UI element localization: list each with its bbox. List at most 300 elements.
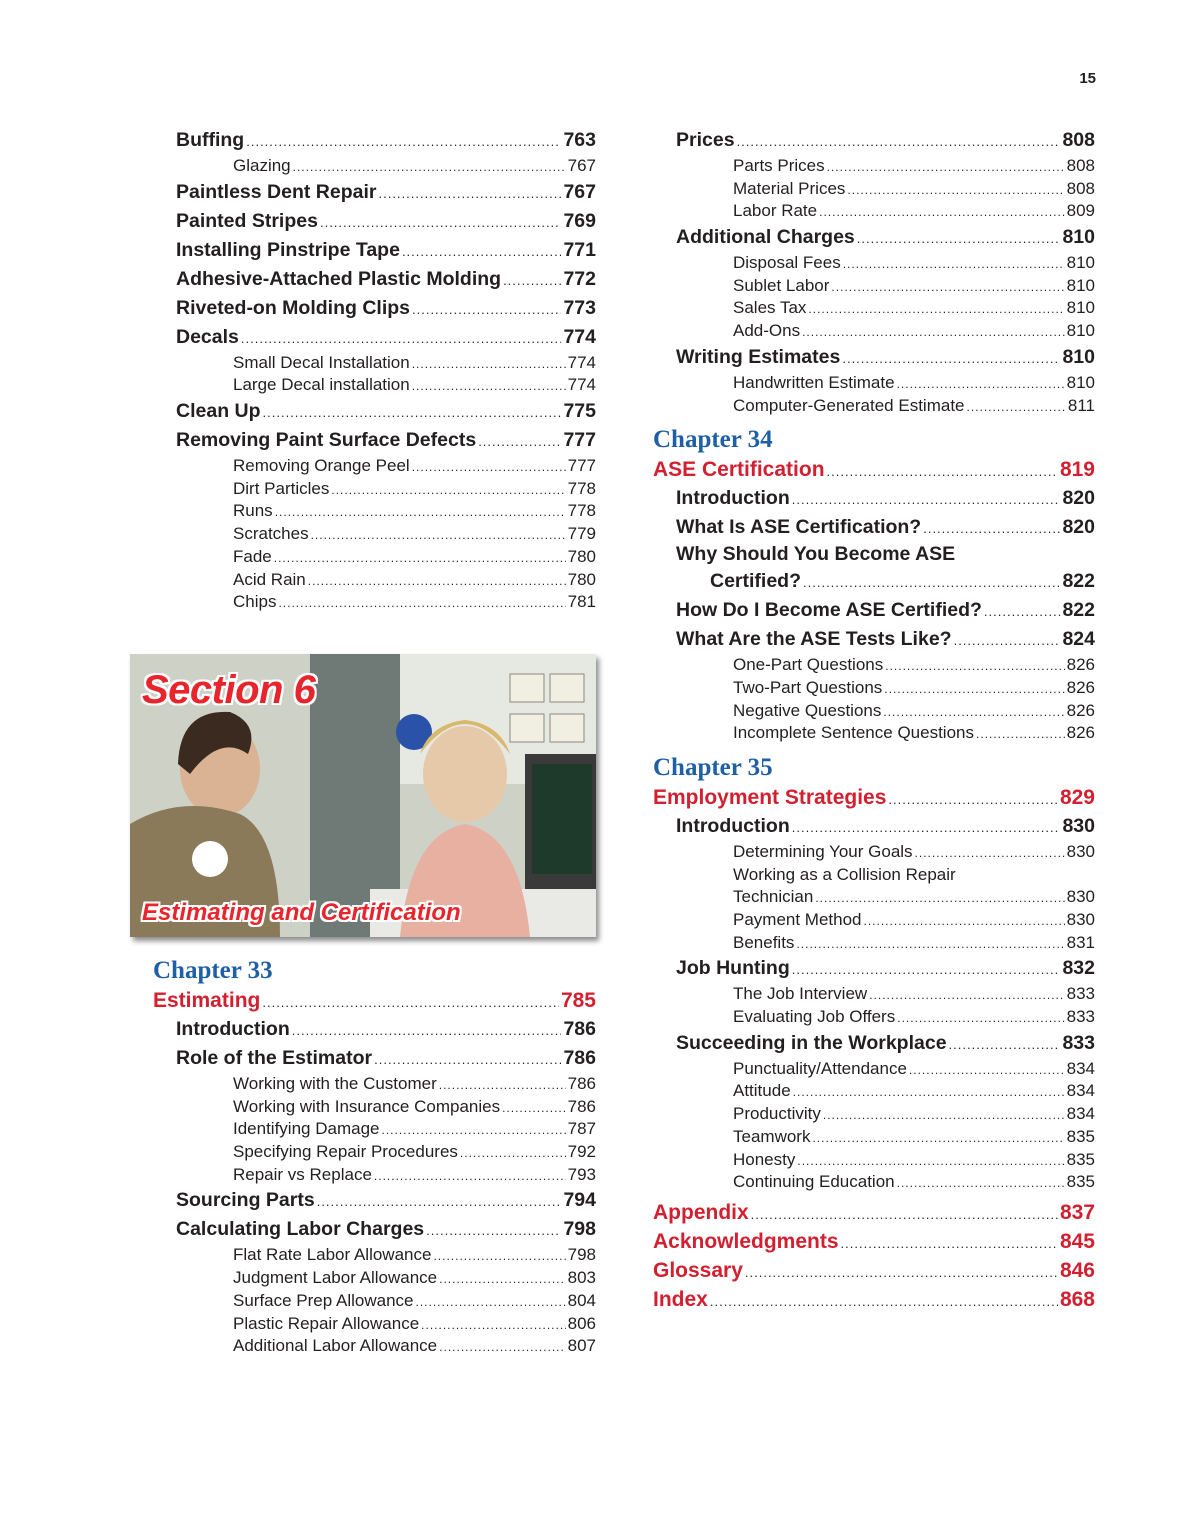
dot-leader xyxy=(317,1186,562,1216)
entry-page: 830 xyxy=(1066,887,1095,907)
entry-page: 785 xyxy=(560,989,596,1012)
dot-leader xyxy=(402,236,562,266)
entry-page: 834 xyxy=(1066,1081,1095,1101)
dot-leader xyxy=(426,1215,561,1245)
toc-subentry[interactable] xyxy=(676,320,1095,343)
dot-leader xyxy=(246,126,561,156)
toc-subentry[interactable] xyxy=(176,523,596,546)
entry-title: Specifying Repair Procedures xyxy=(233,1142,458,1162)
dot-leader xyxy=(308,569,566,593)
entry-page: 807 xyxy=(567,1336,596,1356)
entry-title: Role of the Estimator xyxy=(176,1047,373,1069)
entry-title: Incomplete Sentence Questions xyxy=(733,723,974,743)
toc-back-matter-entry[interactable] xyxy=(653,1198,1095,1227)
entry-page: 775 xyxy=(563,400,596,423)
entry-title: Plastic Repair Allowance xyxy=(233,1313,420,1333)
toc-subentry[interactable] xyxy=(676,155,1095,178)
entry-page: 786 xyxy=(563,1047,596,1069)
dot-leader xyxy=(751,1198,1058,1229)
entry-page: 835 xyxy=(1066,1149,1095,1169)
entry-title: Installing Pinstripe Tape xyxy=(176,238,400,261)
entry-title: Fade xyxy=(233,546,272,566)
entry-title: Teamwork xyxy=(733,1126,811,1146)
entry-page: 786 xyxy=(563,1018,596,1040)
dot-leader xyxy=(884,677,1064,701)
toc-subentry[interactable] xyxy=(676,1080,1095,1103)
toc-subentry[interactable] xyxy=(676,700,1095,723)
entry-title: Two-Part Questions xyxy=(733,677,883,697)
toc-subentry[interactable] xyxy=(676,841,1095,864)
entry-page: 810 xyxy=(1062,345,1095,368)
entry-page: 810 xyxy=(1066,372,1095,392)
entry-title: Punctuality/Attendance xyxy=(733,1058,907,1078)
entry-title: Material Prices xyxy=(733,178,846,198)
entry-title: Negative Questions xyxy=(733,700,882,720)
toc-subentry[interactable] xyxy=(676,1103,1095,1126)
entry-page: 826 xyxy=(1066,677,1095,697)
dot-leader xyxy=(923,513,1060,543)
toc-subentry[interactable] xyxy=(676,200,1095,223)
entry-title: What Is ASE Certification? xyxy=(676,516,922,539)
entry-page: 808 xyxy=(1066,178,1095,198)
dot-leader xyxy=(421,1313,565,1337)
entry-title: Appendix xyxy=(653,1200,749,1224)
entry-title: Riveted-on Molding Clips xyxy=(176,296,410,319)
toc-subentry[interactable] xyxy=(176,591,596,614)
toc-subentry[interactable] xyxy=(176,1244,596,1267)
entry-title: Disposal Fees xyxy=(733,253,841,273)
entry-title: Honesty xyxy=(733,1149,796,1169)
dot-leader xyxy=(263,397,562,427)
toc-entry[interactable] xyxy=(176,1044,596,1073)
toc-subentry[interactable] xyxy=(676,983,1095,1006)
toc-subentry[interactable] xyxy=(676,1171,1095,1194)
wrapped-entry-group xyxy=(653,864,1095,909)
entry-page: 777 xyxy=(567,456,596,476)
toc-entry[interactable] xyxy=(176,1015,596,1044)
entry-title: Paintless Dent Repair xyxy=(176,180,377,203)
entry-page: 804 xyxy=(567,1290,596,1310)
entry-title: Introduction xyxy=(176,1018,290,1040)
entry-page: 787 xyxy=(567,1119,596,1139)
toc-entry[interactable] xyxy=(176,294,596,323)
dot-leader xyxy=(412,455,566,479)
toc-subentry[interactable] xyxy=(676,252,1095,275)
toc-back-matter-entry[interactable] xyxy=(653,1256,1095,1285)
toc-entry[interactable] xyxy=(676,513,1095,542)
chapter-heading: Chapter 34 xyxy=(653,426,773,454)
entry-title: Technician xyxy=(733,887,814,907)
toc-subentry[interactable] xyxy=(176,1164,596,1187)
toc-subentry[interactable] xyxy=(676,275,1095,298)
entry-page: 779 xyxy=(567,524,596,544)
entry-page: 832 xyxy=(1062,957,1095,980)
entry-title: Attitude xyxy=(733,1081,791,1101)
dot-leader xyxy=(954,625,1061,655)
entry-title: Acid Rain xyxy=(233,569,306,589)
entry-page: 831 xyxy=(1066,932,1095,952)
entry-page: 809 xyxy=(1066,201,1095,221)
entry-page: 773 xyxy=(563,296,596,319)
toc-chapter-title[interactable] xyxy=(653,783,1095,812)
toc-chapter-33 xyxy=(153,956,596,1358)
entry-title: Clean Up xyxy=(176,400,261,423)
entry-page: 830 xyxy=(1066,910,1095,929)
entry-title: Employment Strategies xyxy=(653,785,887,809)
toc-subentry[interactable] xyxy=(176,1267,596,1290)
entry-page: 833 xyxy=(1066,1007,1095,1027)
dot-leader xyxy=(949,1029,1061,1059)
entry-page: 837 xyxy=(1059,1200,1095,1224)
toc-subentry[interactable] xyxy=(676,677,1095,700)
dot-leader xyxy=(241,323,562,353)
chapter-34-entries-b xyxy=(653,596,1095,745)
entry-title: Acknowledgments xyxy=(653,1229,839,1253)
dot-leader xyxy=(864,909,1065,933)
entry-title: Payment Method xyxy=(733,910,862,929)
dot-leader xyxy=(745,1256,1058,1287)
entry-title: Judgment Labor Allowance xyxy=(233,1268,438,1288)
toc-subentry[interactable] xyxy=(176,352,596,375)
dot-leader xyxy=(827,455,1058,486)
toc-entry[interactable] xyxy=(176,1215,596,1244)
dot-leader xyxy=(292,1015,562,1045)
entry-page: 808 xyxy=(1062,129,1095,151)
entry-title: Runs xyxy=(233,501,273,521)
entry-title: Handwritten Estimate xyxy=(733,372,895,392)
toc-entry-wrapped[interactable]: Why Should You Become ASE xyxy=(676,543,956,566)
dot-leader xyxy=(737,126,1061,156)
chapter-heading: Chapter 35 xyxy=(653,753,773,781)
dot-leader xyxy=(320,207,561,237)
right-top-entries xyxy=(653,126,1095,417)
toc-subentry[interactable] xyxy=(176,1096,596,1119)
toc-entry-wrapped-cont[interactable] xyxy=(676,886,1095,909)
entry-page: 786 xyxy=(567,1074,596,1093)
toc-subentry[interactable] xyxy=(176,500,596,523)
dot-leader xyxy=(503,265,561,295)
toc-entry[interactable] xyxy=(676,625,1095,654)
entry-title: Evaluating Job Offers xyxy=(733,1007,896,1027)
entry-page: 820 xyxy=(1062,487,1095,510)
entry-page: 822 xyxy=(1062,599,1095,622)
toc-entry-wrapped[interactable]: Working as a Collision Repair xyxy=(733,864,956,884)
entry-title: Determining Your Goals xyxy=(733,841,913,861)
entry-title: Productivity xyxy=(733,1104,821,1124)
toc-subentry[interactable] xyxy=(176,1335,596,1358)
dot-leader xyxy=(274,546,566,570)
entry-title: How Do I Become ASE Certified? xyxy=(676,599,982,622)
dot-leader xyxy=(909,1058,1065,1082)
entry-title: Computer-Generated Estimate xyxy=(733,395,965,415)
dot-leader xyxy=(976,722,1065,746)
toc-subentry[interactable] xyxy=(676,372,1095,395)
dot-leader xyxy=(803,567,1060,597)
toc-entry[interactable] xyxy=(676,343,1095,372)
toc-subentry[interactable] xyxy=(676,722,1095,745)
toc-subentry[interactable] xyxy=(676,178,1095,201)
dot-leader xyxy=(792,954,1061,984)
entry-page: 806 xyxy=(567,1313,596,1333)
entry-page: 835 xyxy=(1066,1126,1095,1146)
dot-leader xyxy=(374,1044,561,1074)
chapter-heading: Chapter 33 xyxy=(153,957,273,984)
toc-subentry[interactable] xyxy=(176,1141,596,1164)
entry-title: Benefits xyxy=(733,932,795,952)
dot-leader xyxy=(797,1149,1064,1173)
dot-leader xyxy=(897,372,1065,396)
entry-title: Index xyxy=(653,1287,708,1311)
toc-entry[interactable] xyxy=(676,954,1095,983)
section-subtitle: Estimating and Certification xyxy=(142,899,461,926)
section-title: Section 6 xyxy=(142,668,316,712)
dot-leader xyxy=(802,320,1065,344)
toc-subentry[interactable] xyxy=(676,297,1095,320)
toc-subentry[interactable] xyxy=(176,546,596,569)
back-matter-entries xyxy=(653,1198,1095,1314)
toc-entry[interactable] xyxy=(676,126,1095,155)
entry-title: The Job Interview xyxy=(733,984,868,1004)
toc-subentry[interactable] xyxy=(676,395,1095,418)
toc-back-matter-entry[interactable] xyxy=(653,1285,1095,1314)
dot-leader xyxy=(262,986,559,1017)
entry-page: 810 xyxy=(1066,275,1095,295)
chapter-33-entries xyxy=(153,1015,596,1358)
entry-page: 774 xyxy=(567,352,596,372)
dot-leader xyxy=(331,478,565,502)
entry-page: 778 xyxy=(567,478,596,498)
dot-leader xyxy=(831,275,1064,299)
toc-entry-wrapped-cont[interactable] xyxy=(653,567,1095,596)
entry-title: Sales Tax xyxy=(733,298,807,318)
entry-page: 774 xyxy=(563,325,596,348)
toc-subentry[interactable] xyxy=(176,1290,596,1313)
entry-title: Parts Prices xyxy=(733,156,825,175)
entry-page: 803 xyxy=(567,1268,596,1288)
toc-entry[interactable] xyxy=(676,1029,1095,1058)
dot-leader xyxy=(842,343,1060,373)
entry-title: Working with Insurance Companies xyxy=(233,1096,501,1116)
entry-page: 798 xyxy=(567,1245,596,1265)
dot-leader xyxy=(412,352,566,376)
toc-entry[interactable] xyxy=(176,178,596,207)
entry-title: Introduction xyxy=(676,487,790,510)
dot-leader xyxy=(416,1290,566,1314)
dot-leader xyxy=(792,812,1061,842)
entry-title: Prices xyxy=(676,129,735,151)
entry-title: Writing Estimates xyxy=(676,345,841,368)
entry-page: 781 xyxy=(567,592,596,612)
dot-leader xyxy=(883,700,1064,724)
toc-entry[interactable] xyxy=(176,236,596,265)
entry-page: 763 xyxy=(563,129,596,151)
entry-page: 780 xyxy=(567,546,596,566)
dot-leader xyxy=(815,886,1064,910)
dot-leader xyxy=(869,983,1064,1007)
dot-leader xyxy=(819,200,1065,224)
dot-leader xyxy=(293,155,566,179)
entry-page: 811 xyxy=(1067,395,1095,415)
entry-page: 846 xyxy=(1059,1258,1095,1282)
dot-leader xyxy=(847,178,1064,202)
dot-leader xyxy=(827,155,1065,179)
toc-entry[interactable] xyxy=(176,1186,596,1215)
dot-leader xyxy=(381,1118,565,1142)
entry-title: Decals xyxy=(176,325,239,348)
entry-title: Removing Paint Surface Defects xyxy=(176,429,477,452)
dot-leader xyxy=(843,252,1065,276)
dot-leader xyxy=(374,1164,566,1188)
toc-entry[interactable] xyxy=(176,265,596,294)
entry-page: 834 xyxy=(1066,1058,1095,1078)
toc-left-top xyxy=(176,126,596,614)
entry-title: Additional Labor Allowance xyxy=(233,1336,438,1356)
entry-title: Working with the Customer xyxy=(233,1074,437,1093)
entry-page: 824 xyxy=(1062,628,1095,651)
toc-subentry[interactable] xyxy=(676,909,1095,932)
toc-entry[interactable] xyxy=(176,207,596,236)
entry-title: Flat Rate Labor Allowance xyxy=(233,1245,432,1265)
toc-subentry[interactable] xyxy=(176,569,596,592)
dot-leader xyxy=(311,523,566,547)
toc-subentry[interactable] xyxy=(176,1118,596,1141)
entry-page: 780 xyxy=(567,569,596,589)
dot-leader xyxy=(792,484,1061,514)
chapter-34-entries-a xyxy=(653,484,1095,542)
toc-subentry[interactable] xyxy=(176,155,596,178)
entry-page: 771 xyxy=(563,238,596,261)
entry-page: 834 xyxy=(1066,1104,1095,1124)
entry-page: 772 xyxy=(563,267,596,290)
toc-entry[interactable] xyxy=(676,812,1095,841)
dot-leader xyxy=(808,297,1064,321)
section-banner-image xyxy=(130,654,596,937)
dot-leader xyxy=(897,1171,1065,1195)
dot-leader xyxy=(378,178,561,208)
entry-page: 826 xyxy=(1066,700,1095,720)
entry-page: 767 xyxy=(563,180,596,203)
entry-title: Estimating xyxy=(153,989,261,1012)
toc-subentry[interactable] xyxy=(176,478,596,501)
toc-entry[interactable] xyxy=(676,223,1095,252)
entry-page: 792 xyxy=(567,1142,596,1162)
toc-entry[interactable] xyxy=(676,484,1095,513)
toc-entry[interactable] xyxy=(176,126,596,155)
entry-page: 833 xyxy=(1066,984,1095,1004)
entry-title: Chips xyxy=(233,592,277,612)
entry-title: Calculating Labor Charges xyxy=(176,1218,425,1241)
entry-title: One-Part Questions xyxy=(733,655,884,675)
dot-leader xyxy=(710,1285,1058,1316)
entry-page: 774 xyxy=(567,375,596,395)
toc-subentry[interactable] xyxy=(676,1126,1095,1149)
toc-chapter-title[interactable] xyxy=(153,986,596,1015)
dot-leader xyxy=(841,1227,1058,1258)
dot-leader xyxy=(412,294,561,324)
dot-leader xyxy=(412,374,566,398)
entry-page: 810 xyxy=(1066,253,1095,273)
entry-title: Succeeding in the Workplace xyxy=(676,1031,947,1054)
entry-page: 830 xyxy=(1066,841,1095,861)
entry-page: 810 xyxy=(1062,226,1095,249)
entry-page: 820 xyxy=(1062,516,1095,539)
chapter-35-entries-a xyxy=(653,812,1095,864)
toc-back-matter-entry[interactable] xyxy=(653,1227,1095,1256)
entry-title: Repair vs Replace xyxy=(233,1164,372,1184)
toc-entry[interactable] xyxy=(176,397,596,426)
dot-leader xyxy=(502,1096,566,1120)
page-number: 15 xyxy=(1079,70,1096,87)
entry-title: Adhesive-Attached Plastic Molding xyxy=(176,267,502,290)
entry-page: 777 xyxy=(563,429,596,452)
entry-page: 822 xyxy=(1062,570,1095,593)
entry-title: Surface Prep Allowance xyxy=(233,1290,414,1310)
entry-title: Sublet Labor xyxy=(733,275,830,295)
dot-leader xyxy=(967,395,1066,419)
dot-leader xyxy=(433,1244,565,1268)
toc-subentry[interactable] xyxy=(676,1006,1095,1029)
dot-leader xyxy=(897,1006,1064,1030)
toc-subentry[interactable] xyxy=(176,455,596,478)
entry-page: 808 xyxy=(1066,156,1095,175)
entry-page: 793 xyxy=(567,1164,596,1184)
dot-leader xyxy=(888,783,1058,814)
entry-title: Job Hunting xyxy=(676,957,790,980)
dot-leader xyxy=(812,1126,1064,1150)
toc-subentry[interactable] xyxy=(176,374,596,397)
toc-subentry[interactable] xyxy=(676,654,1095,677)
dot-leader xyxy=(439,1335,565,1359)
dot-leader xyxy=(460,1141,566,1165)
entry-page: 826 xyxy=(1066,723,1095,743)
entry-page: 845 xyxy=(1059,1229,1095,1253)
entry-page: 829 xyxy=(1059,785,1095,809)
entry-title: Certified? xyxy=(710,570,802,593)
toc-subentry[interactable] xyxy=(676,1149,1095,1172)
toc-entry[interactable] xyxy=(676,596,1095,625)
entry-title: Sourcing Parts xyxy=(176,1189,315,1212)
dot-leader xyxy=(796,932,1064,956)
entry-page: 826 xyxy=(1066,655,1095,675)
dot-leader xyxy=(885,654,1064,678)
entry-page: 767 xyxy=(567,156,596,175)
toc-entry[interactable] xyxy=(176,323,596,352)
entry-title: Large Decal installation xyxy=(233,375,410,395)
entry-page: 835 xyxy=(1066,1172,1095,1192)
entry-page: 769 xyxy=(563,209,596,232)
entry-page: 810 xyxy=(1066,298,1095,318)
entry-title: Scratches xyxy=(233,524,309,544)
dot-leader xyxy=(275,500,566,524)
entry-title: Additional Charges xyxy=(676,226,855,249)
entry-title: Glossary xyxy=(653,1258,743,1282)
entry-title: Identifying Damage xyxy=(233,1119,380,1139)
toc-subentry[interactable] xyxy=(676,1058,1095,1081)
dot-leader xyxy=(439,1073,566,1097)
toc-subentry[interactable] xyxy=(676,932,1095,955)
toc-entry[interactable] xyxy=(176,426,596,455)
toc-subentry[interactable] xyxy=(176,1313,596,1336)
toc-chapter-title[interactable] xyxy=(653,455,1095,484)
entry-page: 798 xyxy=(563,1218,596,1241)
entry-title: Painted Stripes xyxy=(176,209,318,232)
entry-title: Continuing Education xyxy=(733,1172,895,1192)
entry-title: Introduction xyxy=(676,814,790,837)
entry-page: 833 xyxy=(1062,1031,1095,1054)
toc-subentry[interactable] xyxy=(176,1073,596,1096)
entry-title: Labor Rate xyxy=(733,201,818,221)
entry-title: Dirt Particles xyxy=(233,478,330,498)
